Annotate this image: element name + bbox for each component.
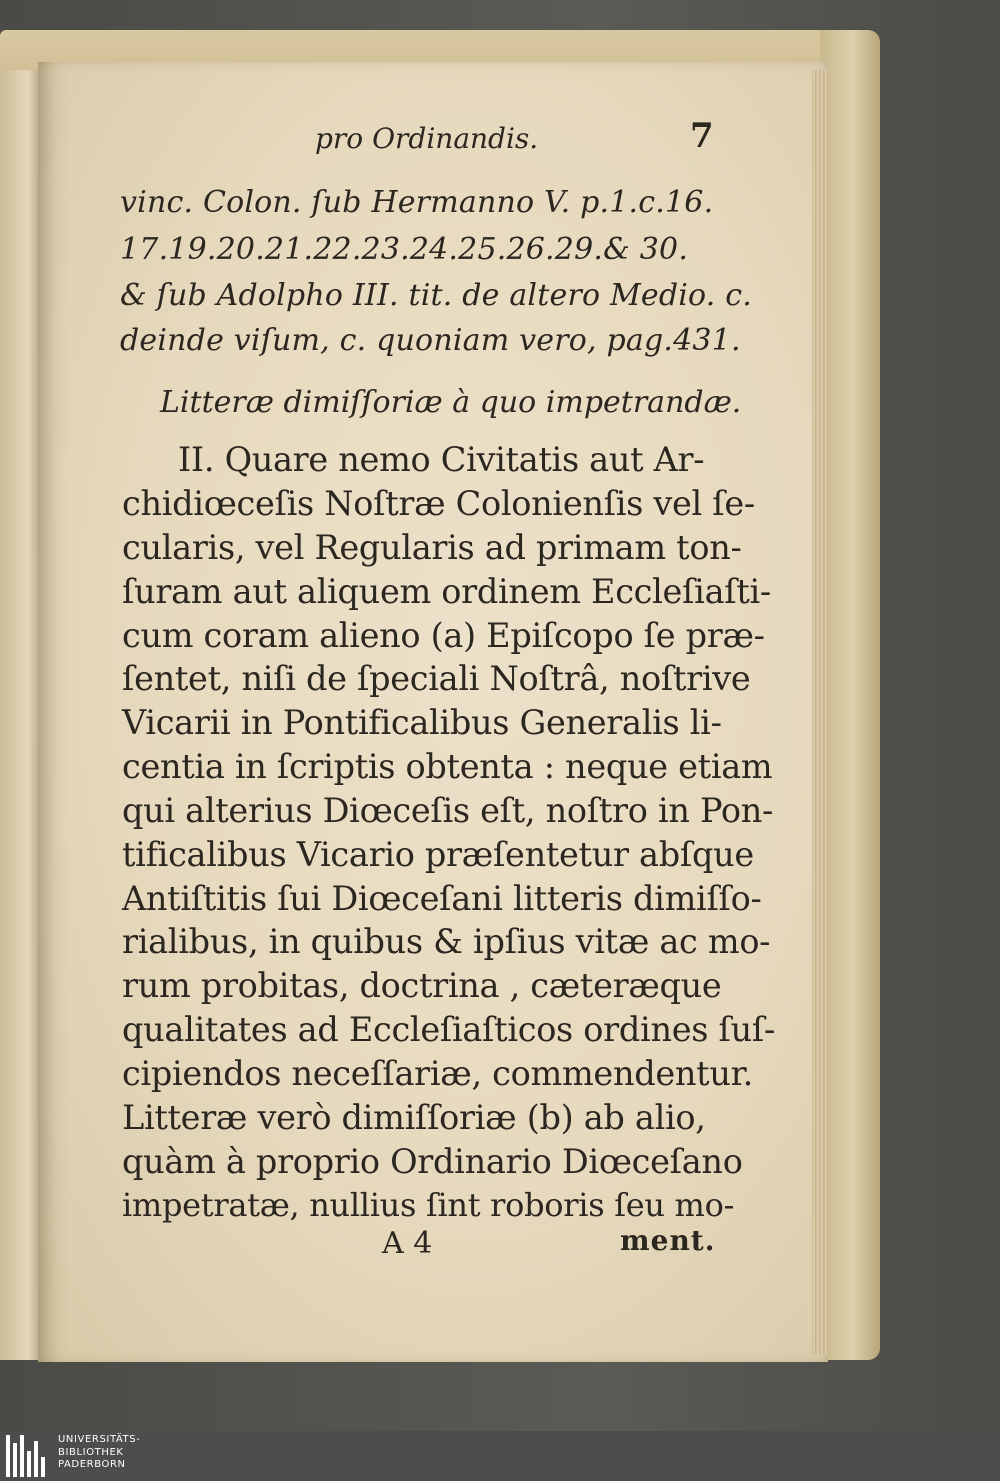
body-line: centia in ſcriptis obtenta : neque etiam [122,747,773,786]
catchword: ment. [620,1224,716,1257]
body-line: chidiœceſis Noſtræ Colonienſis vel ſe- [122,484,755,523]
citation-line: deinde viſum, c. quoniam vero, pag.431. [120,323,741,358]
library-name-line: BIBLIOTHEK [58,1446,124,1458]
body-line: qualitates ad Eccleſiaſticos ordines ſuſ- [122,1010,775,1049]
running-head: pro Ordinandis. [315,122,539,155]
page-block-edge [812,70,828,1355]
body-line: Vicarii in Pontificalibus Generalis li- [122,703,722,742]
citation-line: & ſub Adolpho III. tit. de altero Medio. c. [120,278,752,313]
body-line: quàm à proprio Ordinario Diœceſano [122,1142,743,1181]
body-line: tificalibus Vicario præſentetur abſque [122,835,754,874]
citation-line: vinc. Colon. ſub Hermanno V. p.1.c.16. [120,185,714,220]
body-line: ſuram aut aliquem ordinem Eccleſiaſti- [122,572,771,611]
body-line: impetratæ, nullius ſint roboris ſeu mo- [122,1186,735,1224]
body-line: Antiſtitis ſui Diœceſani litteris dimiſſo- [122,879,762,918]
body-line: ſentet, niſi de ſpeciali Noſtrâ, noſtrive [122,659,751,698]
book-cover-right [820,30,880,1360]
library-name [58,1434,140,1472]
signature-mark: A 4 [382,1226,433,1261]
body-line: rum probitas, doctrina , cæteræque [122,966,722,1005]
library-name-line: PADERBORN [58,1459,126,1470]
body-line: Litteræ verò dimiſſoriæ (b) ab alio, [122,1098,706,1137]
body-line: cum coram alieno (a) Epiſcopo ſe præ- [122,616,765,655]
page-number: 7 [690,116,714,156]
library-name-line: UNIVERSITÄTS- [58,1434,141,1445]
library-logo-icon [6,1435,50,1477]
body-line: cipiendos neceſſariæ, commendentur. [122,1054,753,1093]
left-page-edge [0,70,40,1360]
citation-line: 17.19.20.21.22.23.24.25.26.29.& 30. [120,232,689,267]
body-line: qui alterius Diœceſis eſt, noſtro in Pon- [122,791,774,830]
section-title: Litteræ dimiſſoriæ à quo impetrandæ. [160,385,742,420]
body-line: rialibus, in quibus & ipſius vitæ ac mo- [122,922,771,961]
body-line: cularis, vel Regularis ad primam ton- [122,528,742,567]
body-line: II. Quare nemo Civitatis aut Ar- [178,440,705,479]
library-footer-bar [0,1431,1000,1481]
